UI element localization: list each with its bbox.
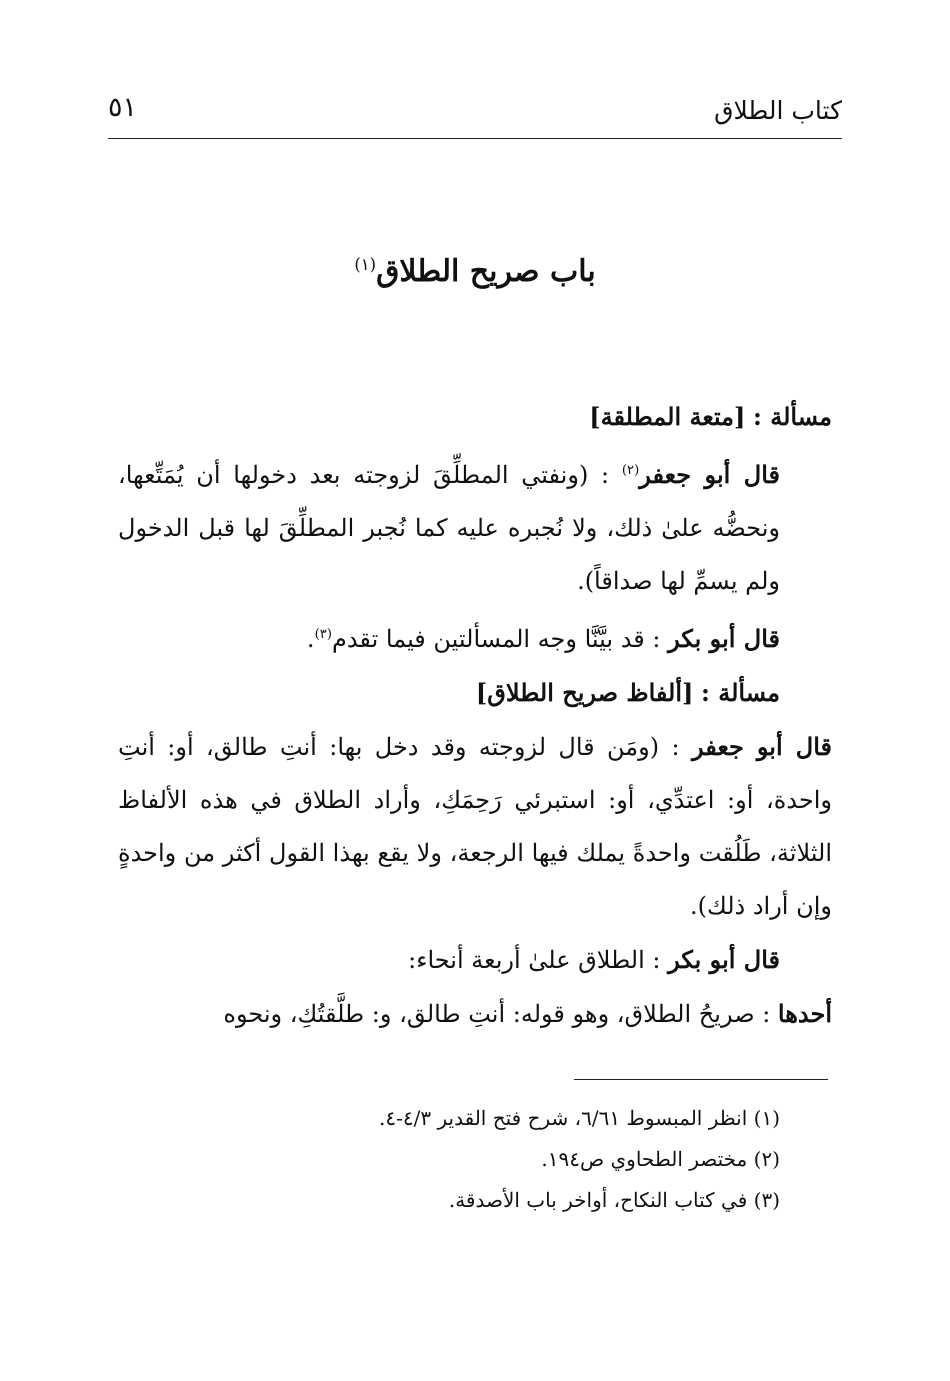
paragraph-text: : قد بيَّنَّا وجه المسألتين فيما تقدم	[331, 625, 661, 653]
chapter-title	[0, 254, 950, 289]
paragraph	[118, 608, 832, 666]
speaker-name: قال أبو بكر	[668, 945, 780, 974]
issue-label: مسألة :	[753, 402, 832, 431]
footnote: (٣) في كتاب النكاح، أواخر باب الأصدقة.	[448, 1188, 780, 1212]
main-text	[118, 390, 832, 1041]
issue-heading	[118, 666, 832, 720]
speaker-name: قال أبو جعفر	[639, 460, 780, 489]
lead-word: أحدها	[777, 999, 832, 1028]
issue-heading	[118, 390, 832, 444]
issue-title: [ألفاظ صريح الطلاق]	[475, 678, 694, 707]
footnote: (١) انظر المبسوط ٦/٦١، شرح فتح القدير ٤/٣-٤.	[379, 1106, 780, 1130]
paragraph	[118, 933, 832, 987]
footnotes	[118, 1098, 780, 1221]
speaker-name: قال أبو بكر	[668, 624, 780, 653]
paragraph	[118, 720, 832, 933]
speaker-name: قال أبو جعفر	[691, 732, 832, 761]
paragraph-text: : الطلاق علىٰ أربعة أنحاء:	[408, 946, 661, 974]
running-header	[108, 88, 842, 139]
page-number: ٥١	[108, 92, 138, 123]
paragraph-text: : (ومَن قال لزوجته وقد دخل بها: أنتِ طالق، أو: أنتِ واحدة، أو: اعتدِّي، أو: استبرئي رَحِمَكِ، وأراد الطلاق في هذه الألفاظ الثلاثة، طَلُقت واحدةً يملك فيها الرجعة، ولا يقع بهذا القول أكثر من واحدةٍ وإن أراد ذلك).	[118, 733, 832, 920]
paragraph-text: : (ونفتي المطلِّقَ لزوجته بعد دخولها أن يُمَتِّعها، ونحضُّه علىٰ ذلك، ولا نُجبره عليه كما نُجبر المطلِّقَ لها قبل الدخول ولم يسمِّ لها صداقاً).	[118, 461, 780, 595]
footnote-ref: (٣)	[314, 627, 332, 642]
chapter-title-text: باب صريح الطلاق	[376, 254, 596, 289]
paragraph	[118, 987, 832, 1041]
paragraph-text: : صريحُ الطلاق، وهو قوله: أنتِ طالق، و: طلَّقتُكِ، ونحوه	[223, 1000, 771, 1028]
footnote-ref: (٢)	[621, 463, 640, 478]
footnote-separator	[574, 1079, 828, 1080]
book-title: كتاب الطلاق	[714, 96, 842, 125]
footnote: (٢) مختصر الطحاوي ص١٩٤.	[541, 1147, 780, 1171]
chapter-footnote-ref: (١)	[354, 255, 377, 274]
paragraph	[118, 444, 832, 608]
issue-label: مسألة :	[701, 678, 780, 707]
issue-title: [متعة المطلقة]	[589, 402, 746, 431]
paragraph-end: .	[306, 625, 315, 653]
